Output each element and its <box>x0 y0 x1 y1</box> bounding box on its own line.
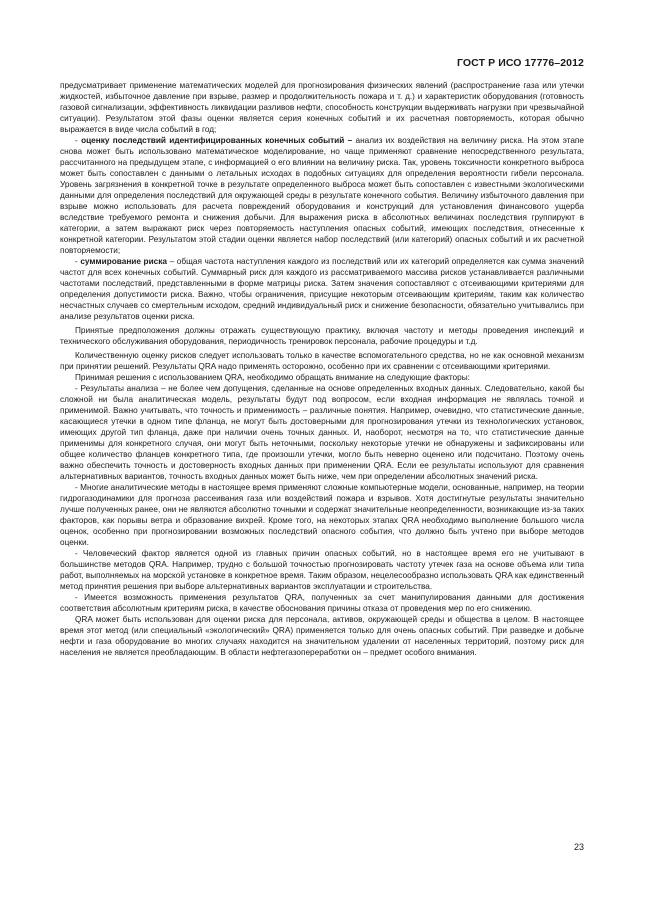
paragraph-factor-human: - Человеческий фактор является одной из главных причин опасных событий, но в настоящее время его не учитывают в большинстве методов QRA. Например, трудно с большой точностью прогнозировать частоту утечек газа на основе объема или типа работ, выполняемых на морской установке в конкретное время. Таким образом, нецелесообразно использовать QRA как единственный метод принятия решения при выборе альтернативных вариантов эксплуатации и строительства. <box>60 549 584 591</box>
paragraph-factors-intro: Принимая решения с использованием QRA, необходимо обращать внимание на следующие факторы: <box>75 373 470 382</box>
paragraph-text: анализ их воздействия на величину риска. На этом этапе снова может быть использовано математическое моделирование, но чаще применяют сравнение непосредственного результата, рассчитанного на предыдущем этапе, с информацией о его влиянии на величину риска. Так, уровень токсичности конкретного выброса может быть сопоставлен с данными о летальных исходах в подобных ситуациях для определения вероятности гибели персонала. Уровень загрязнения в конкретной точке в результате определенного выброса может быть сопоставлен с известными экологическими данными для определения последствий для окружающей среды в результате конечного события. Величину избыточного давления при взрыве можно использовать для расчета повреждений оборудования и конструкций для установления финансового ущерба вследствие требуемого ремонта и снижения добычи. Для выражения риска в абсолютных величинах последствия группируют в категории, а затем выражают риск через повторяемость наступления опасных событий, имеющих последствия, отнесенные к конкретной категории. Результатом этой стадии оценки является набор последствий (или категорий) опасных событий и их расчетной повторяемости; <box>60 136 584 255</box>
paragraph-factor-models: - Многие аналитические методы в настоящее время применяют сложные компьютерные модели, основанные, например, на теории гидрогазодинамики для прогноза рассеивания газа или воздействий пожара и взрывов. Хотя достигнутые результаты значительно лучше полученных ранее, они не являются абсолютно точными и содержат значительные неопределенности, возникающие из-за таких факторов, как порывы ветра и образование вихрей. Кроме того, на некоторых этапах QRA необходимо выполнение большого числа оценок, особенно при прогнозировании возможных последствий опасного события, что должно быть учтено при выборе методов оценки. <box>60 483 584 547</box>
paragraph-text: – общая частота наступления каждого из последствий или их категорий определяется как сумма значений частот для всех конечных событий. Суммарный риск для каждого из рассматриваемого массива рисков устанавливается различными частотами последствий, представленными в форме матрицы риска. Затем значения сопоставляют с отсеивающими критериями для определения допустимости риска. Важно, чтобы ограничения, присущие некоторым отсеивающим критериям, таким как количество несчастных случаев со смертельным исходом, средний индивидуальный риск и снижение безопасности, обязательно учитывались при анализе результатов оценки риска. <box>60 257 584 321</box>
paragraph-factor-input-data: - Результаты анализа – не более чем допущения, сделанные на основе определенных входных данных. Следовательно, какой бы сложной ни была аналитическая модель, результаты будут под вопросом, если входная информация не являлась точной и применимой. Важно учитывать, что точность и применимость – различные понятия. Например, очевидно, что статистические данные, касающиеся утечки в одном типе фланца, не могут быть достоверными для прогнозирования утечки из технологических установок, имеющих другой тип фланца, даже при наличии очень точных данных. И, наоборот, несмотря на то, что статистические данные применимы для конкретного случая, они могут быть неточными, поскольку некоторые утечки не обнаружены и зафиксированы или общее количество фланцев конкретного типа, где произошли утечки, могло быть неверно оценено или подсчитано. Поэтому очень важно обеспечить точность и достоверность входных данных при применении QRA. Если ее результаты используют для сравнения альтернативных вариантов, точность входных данных может быть ниже, чем при определении абсолютных значений риска. <box>60 384 584 481</box>
document-body <box>60 80 584 658</box>
paragraph-risk-summation <box>60 256 584 322</box>
paragraph-consequence-assessment <box>60 135 584 256</box>
document-standard-id: ГОСТ Р ИСО 17776–2012 <box>456 57 584 69</box>
term-consequence-assessment: оценку последствий идентифицированных конечных событий – <box>81 136 353 145</box>
paragraph-qra-auxiliary: Количественную оценку рисков следует использовать только в качестве вспомогательного средства, но не как основной механизм при принятии решений. Результаты QRA надо применять осторожно, особенно при их сравнении с отсеивающими критериями. <box>60 351 584 371</box>
paragraph-assumptions: Принятые предположения должны отражать существующую практику, включая частоту и методы проведения инспекций и технического обслуживания оборудования, периодичность тренировок персонала, рабочие процедуры и т.д. <box>60 326 584 346</box>
term-risk-summation: суммирование риска <box>80 257 167 266</box>
page-number: 23 <box>573 842 584 852</box>
list-dash: - <box>75 257 81 266</box>
paragraph-intro: предусматривает применение математических моделей для прогнозирования физических явлений (распространение газа или утечки жидкостей, избыточное давление при взрыве, размер и продолжительность пожара и т. д.) и характеристик оборудования (готовность газовой сигнализации, эффективность ликвидации разливов нефти, способность конструкции выдерживать нагрузки при чрезвычайной ситуации). Результатом этой фазы оценки является серия конечных событий и их расчетная повторяемость, которая обычно выражается в виде числа событий в год; <box>60 81 584 134</box>
paragraph-factor-manipulation: - Имеется возможность применения результатов QRA, полученных за счет манипулирования данными для достижения соответствия абсолютным критериям риска, в качестве обоснования причины отказа от проведения мер по его снижению. <box>60 593 584 613</box>
list-dash: - <box>75 136 82 145</box>
paragraph-qra-scope: QRA может быть использован для оценки риска для персонала, активов, окружающей среды и общества в целом. В настоящее время этот метод (или специальный «экологический» QRA) применяется только для очень опасных событий. При разведке и добыче нефти и газа оборудование во многих случаях находится на значительном удалении от населенных территорий, поэтому риск для населения не является преобладающим. В области нефтегазопереработки он – предмет особого внимания. <box>60 615 584 657</box>
